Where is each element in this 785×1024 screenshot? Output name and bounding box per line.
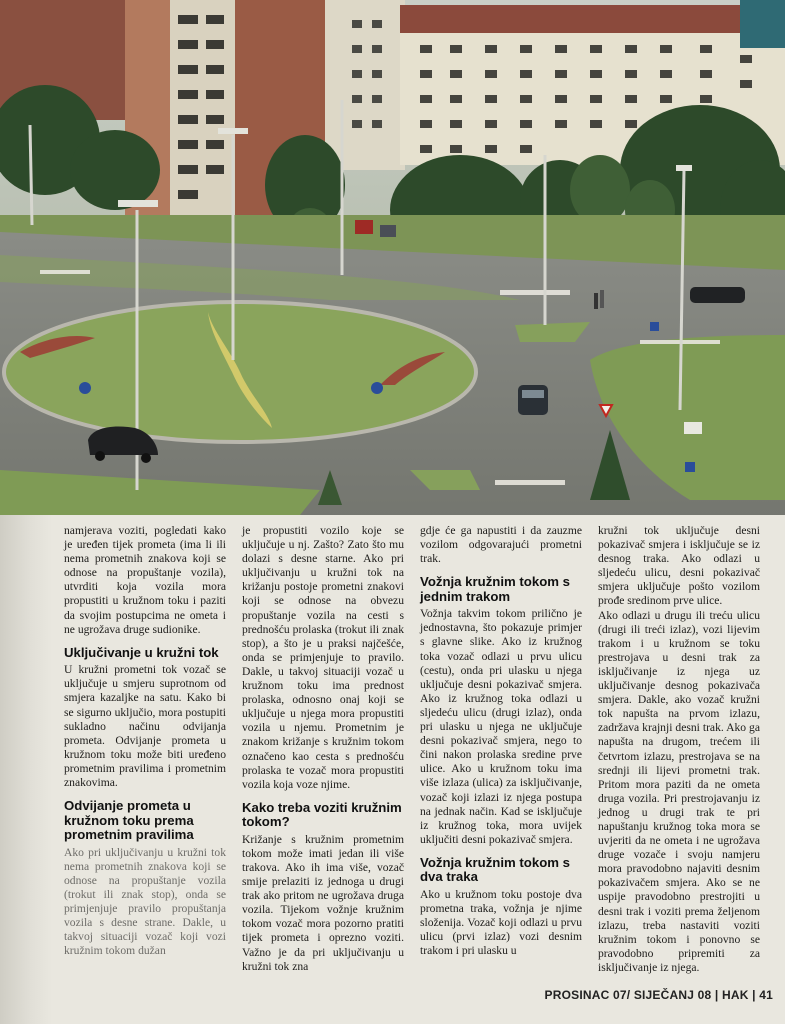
section-heading: Vožnja kružnim tokom s dva traka [420,854,570,885]
page-binding-shadow [0,515,52,1024]
section-heading: Odvijanje prometa u kružnom toku prema prometnim pravilima [64,798,194,843]
text-column-1 [64,524,226,958]
paragraph: Ako pri uključivanju u kružni tok nema prometnih znakova koji se odnose na propuštanje vozila (trokut ili znak stop), onda se primjenjuje pravilo propuštanja vozila s desne strane. Dakle, u takvoj situaciji vozač koji vozi kružnim tokom dužan [64,845,226,958]
section-heading: Uključivanje u kružni tok [64,644,219,660]
paragraph: Ako odlazi u drugu ili treću ulicu (drugi ili treći izlaz), vozi lijevim trakom i u kružnom se toku prestrojava u desni trak za isključivanje iz njega uz uključivanje desnog pokazivača smjera. Dakle, ako vozač kružni tok napušta na prvom izlazu, zadržava krajnji desni trak. Ako ga napušta na drugom, trećem ili četvrtom izlazu, prestrojava se na srednji ili lijevi prometni trak. Pritom mora paziti da ne ometa druga vozila. Pri prestrojavanju iz jednog u drugi trak te pri napuštanju kružnog toka mora se uvjeriti da ne ometa i ne ugrožava druge vozače i svoju namjeru mora pravodobno najaviti desnim pokazivačem smjera. Ako se ne uspije pravodobno prestrojiti u desni trak i voziti prema željenom izlazu, treba nastaviti voziti kružnim tokom i ponovno se pravodobno pripremiti za isključivanje iz njega. [598,608,760,974]
section-heading: Vožnja kružnim tokom s jednim trakom [420,574,570,604]
paragraph: Križanje s kružnim prometnim tokom može imati jedan ili više trakova. Ako ih ima više, vozač smije prelaziti iz jednoga u drugi trak ako pritom ne ugrožava druga vozila. Tijekom vožnje kružnim tokom vozač mora pozorno pratiti tijek prometa i oprezno voziti. Važno je da pri uključivanju u kružni tok zna [242,832,404,973]
paragraph: kružni tok uključuje desni pokazivač smjera i isključuje se iz desnog traka. Ako odlazi u sljedeću ulicu, desni pokazivač smjera uključuje pošto vozilom prođe sredinom prve ulice. [598,524,760,608]
paragraph: Ako u kružnom toku postoje dva prometna traka, vožnja je njime složenija. Vozač koji odlazi u prvu ulicu (prvi izlaz) vozi desnim trakom i pri ulasku u [420,887,582,958]
paragraph: gdje će ga napustiti i da zauzme vozilom odgovarajući prometni trak. [420,524,582,566]
article-body [64,524,776,994]
text-column-4 [598,524,760,975]
page-footer: PROSINAC 07/ SIJEČANJ 08 | HAK | 41 [544,988,773,1002]
section-heading: Kako treba voziti kružnim tokom? [242,799,402,830]
text-column-3 [420,524,582,958]
paragraph: U kružni prometni tok vozač se uključuje u smjeru suprotnom od smjera kazaljke na satu. Kako bi se sigurno uključio, mora postupiti sukladno načinu odvijanja prometa. Odvijanje prometa u kružnom toku može biti uređeno prometnim pravilima i prometnim znakovima. [64,663,226,789]
text-column-2 [242,524,404,974]
paragraph: Vožnja takvim tokom prilično je jednostavna, što pokazuje primjer s glavne slike. Ako iz kružnog toka vozač odlazi u prvu ulicu (cestu), onda pri ulasku u njega uključuje desni pokazivač smjera. Ako iz kružnog toka odlazi u sljedeću ulicu (drugi izlaz), onda pri ulasku u njega ne uključuje desni pokazivač smjera, nego to čini nakon prolaska sredine prve ulice. Ako u kružnom toku ima više izlaza (ulica) za isključivanje, vozač koji izlazi iz njega postupa na jednak način. Kad se isključuje iz kružnog toka, mora uvijek uključiti desni pokazivač smjera. [420,607,582,846]
paragraph: je propustiti vozilo koje se uključuje u nj. Zašto? Zato što mu dolazi s desne starne. Ako pri uključivanju u kružni tok na križanju postoje prometni znakovi koji se odnose na obvezu propuštanje vozila na cesti s prednošću prolaska (trokut ili znak stop), a što je u praksi najčešće, onda se primjenjuje to pravilo. Dakle, u takvoj situaciji vozač u kružnom toku ima prednost prolaska, odnosno onaj koji se uključuje u njega mora propustiti vozila u njemu. Prometnim je znakom križanje s kružnim tokom označeno kao cesta s prednošću prolaska te vozač mora propustiti vozila koja voze njime. [242,524,404,791]
paragraph: namjerava voziti, pogledati kako je uređen tijek prometa (ima li ili nema prometnih znakova koji se odnose na propuštanje vozila), utvrditi koja vozila mora propustiti u kružnom toku i paziti da svojim postupcima ne ometa i ne ugrožava druge sudionike. [64,524,226,636]
